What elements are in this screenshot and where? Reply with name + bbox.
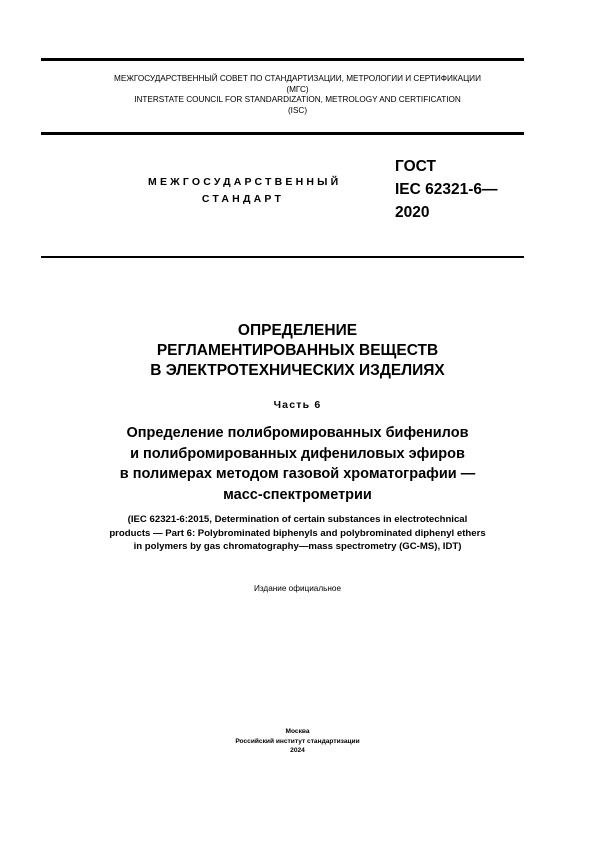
designation-line-3: 2020 [395,204,430,221]
standard-type-label [148,174,342,208]
document-subtitle [0,423,595,505]
council-header [0,74,595,116]
subtitle-line-1: Определение полибромированных бифенилов [126,425,469,441]
subtitle-line-3: в полимерах методом газовой хроматографии — [119,466,476,482]
council-name-en: INTERSTATE COUNCIL FOR STANDARDIZATION, METROLOGY AND CERTIFICATION [134,95,461,104]
title-line-3: В ЭЛЕКТРОТЕХНИЧЕСКИХ ИЗДЕЛИЯХ [150,362,445,379]
designation-rule [41,256,524,258]
subtitle-line-2: и полибромированных дифениловых эфиров [130,445,465,462]
council-abbr-en: (ISC) [287,105,308,115]
subtitle-line-4: масс-спектрометрии [223,486,372,503]
intl-ref-line-1: (IEC 62321-6:2015, Determination of certain substances in electrotechnical [127,514,468,525]
designation-line-2: IEC 62321-6— [395,181,498,198]
imprint-city: Москва [285,728,310,735]
international-reference [0,513,595,554]
top-rule [41,58,524,61]
edition-note: Издание официальное [253,584,342,593]
header-rule [41,132,524,135]
publisher-imprint [0,727,595,756]
title-line-2: РЕГЛАМЕНТИРОВАННЫХ ВЕЩЕСТВ [156,342,439,359]
title-line-1: ОПРЕДЕЛЕНИЕ [237,322,358,339]
standard-type-line-1: МЕЖГОСУДАРСТВЕННЫЙ [148,176,342,188]
council-abbr-ru: (МГС) [286,84,309,94]
standard-type-line-2: СТАНДАРТ [201,193,285,205]
part-label: Часть 6 [273,399,322,411]
imprint-year: 2024 [290,747,305,754]
imprint-publisher: Российский институт стандартизации [235,737,360,745]
standard-designation [395,155,498,224]
intl-ref-line-3: in polymers by gas chromatography—mass spectrometry (GC-MS), IDT) [133,541,462,552]
designation-line-1: ГОСТ [395,158,436,175]
document-title [0,321,595,381]
intl-ref-line-2: products — Part 6: Polybrominated biphenyls and polybrominated diphenyl ethers [109,527,486,539]
council-name-ru: МЕЖГОСУДАРСТВЕННЫЙ СОВЕТ ПО СТАНДАРТИЗАЦИИ, МЕТРОЛОГИИ И СЕРТИФИКАЦИИ [114,74,481,83]
